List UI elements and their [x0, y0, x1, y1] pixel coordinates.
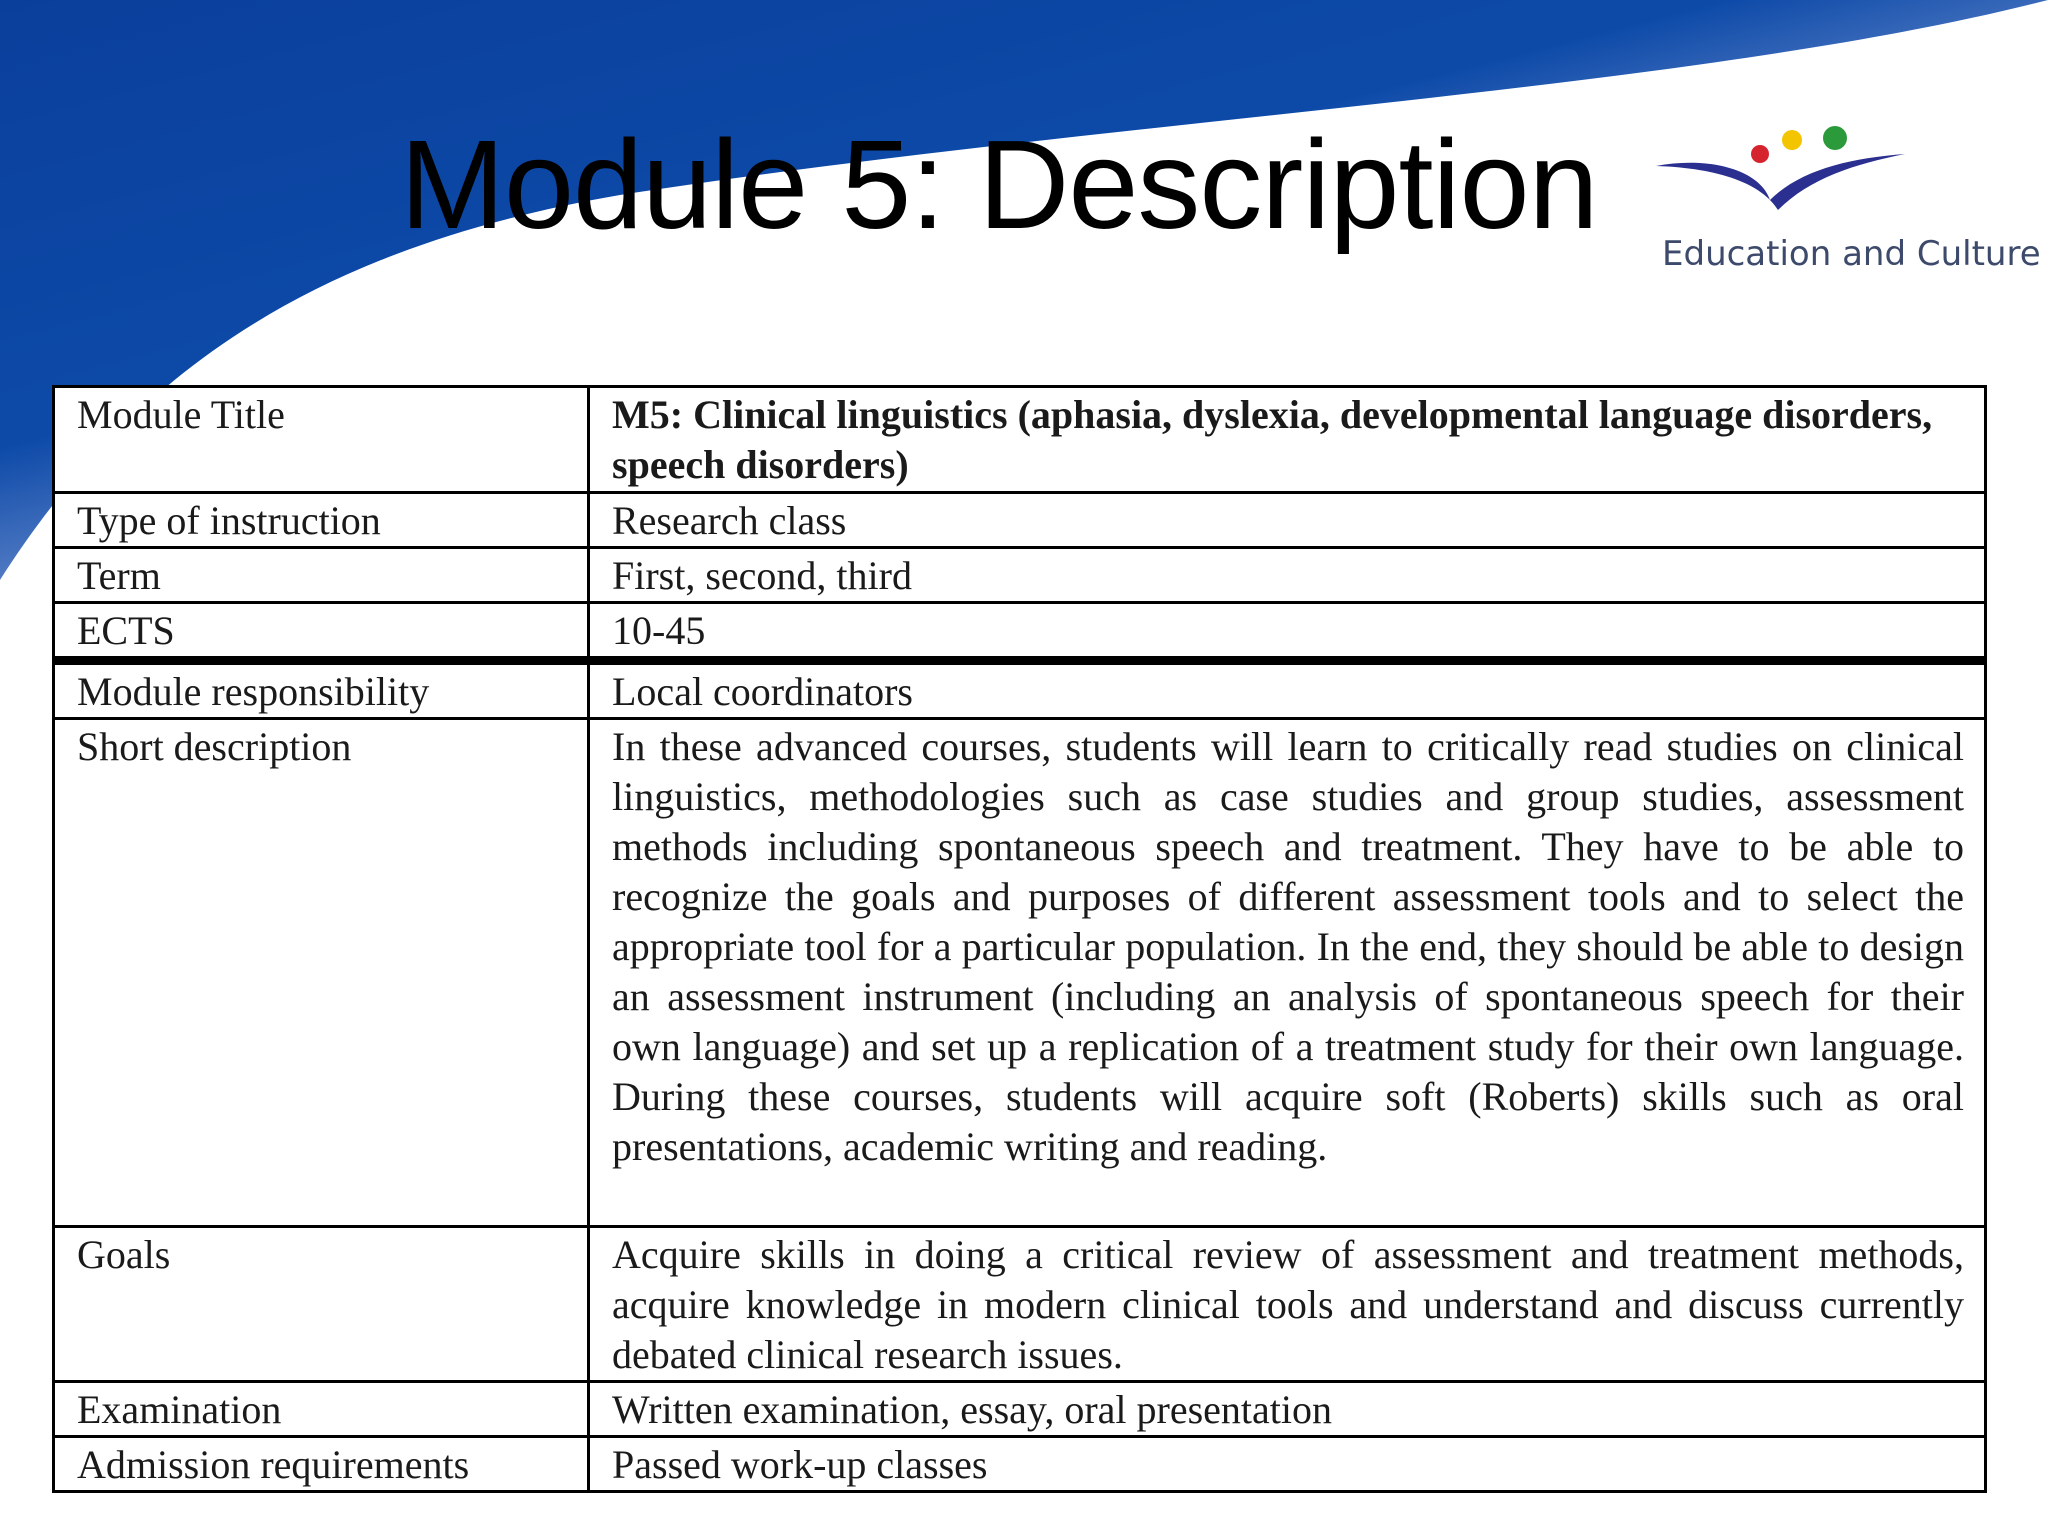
table-row [54, 387, 1986, 493]
table-row [54, 493, 1986, 548]
logo-text: Education and Culture [1662, 234, 2041, 274]
row-label: Module Title [54, 387, 589, 493]
eu-logo-mark-icon [1650, 118, 1910, 228]
table-row [54, 719, 1986, 1227]
row-value: Passed work-up classes [589, 1437, 1986, 1492]
table-row [54, 1437, 1986, 1492]
module-title-value: M5: Clinical linguistics (aphasia, dyslexia, developmental language disorders, speech disorders) [589, 387, 1986, 493]
row-value: First, second, third [589, 548, 1986, 603]
table-row [54, 1227, 1986, 1382]
table-row [54, 603, 1986, 661]
row-label: ECTS [54, 603, 589, 661]
row-label: Goals [54, 1227, 589, 1382]
row-label: Term [54, 548, 589, 603]
goals-value: Acquire skills in doing a critical review of assessment and treatment methods, acquire knowledge in modern clinical tools and understand and discuss currently debated clinical research issues. [589, 1227, 1986, 1382]
row-value: Written examination, essay, oral presentation [589, 1382, 1986, 1437]
table-row [54, 661, 1986, 719]
row-label: Module responsibility [54, 661, 589, 719]
row-label: Admission requirements [54, 1437, 589, 1492]
row-label: Type of instruction [54, 493, 589, 548]
table-row [54, 1382, 1986, 1437]
row-value: 10-45 [589, 603, 1986, 661]
module-description-table [52, 385, 1984, 1493]
slide-title: Module 5: Description [400, 114, 1598, 255]
row-label: Examination [54, 1382, 589, 1437]
eu-logo [1650, 118, 2041, 288]
table-row [54, 548, 1986, 603]
row-value: Research class [589, 493, 1986, 548]
row-label: Short description [54, 719, 589, 1227]
row-value: Local coordinators [589, 661, 1986, 719]
short-description-value: In these advanced courses, students will learn to critically read studies on clinical linguistics, methodologies such as case studies and group studies, assessment methods including spontaneous speech and treatment. They have to be able to recognize the goals and purposes of different assessment tools and to select the appropriate tool for a particular population. In the end, they should be able to design an assessment instrument (including an analysis of spontaneous speech for their own language) and set up a replication of a treatment study for their own language. During these courses, students will acquire soft (Roberts) skills such as oral presentations, academic writing and reading. [589, 719, 1986, 1227]
